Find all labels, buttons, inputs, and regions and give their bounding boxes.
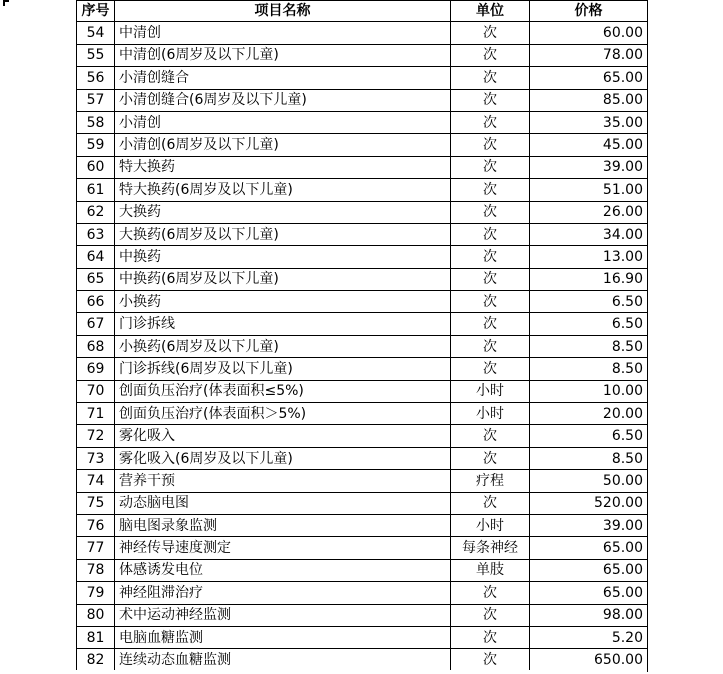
table-row: [77, 447, 648, 469]
table-body: [77, 22, 648, 671]
row-unit-cell: 次: [451, 335, 530, 357]
row-name-cell: 雾化吸入: [115, 425, 451, 447]
row-index-cell: 64: [77, 246, 115, 268]
row-name-cell: 动态脑电图: [115, 492, 451, 514]
row-index-cell: 70: [77, 380, 115, 402]
table-row: [77, 179, 648, 201]
row-unit-cell: 次: [451, 268, 530, 290]
row-unit-cell: 次: [451, 111, 530, 133]
row-unit-cell: 次: [451, 44, 530, 66]
row-name-cell: 创面负压治疗(体表面积＞5%): [115, 403, 451, 425]
table-row: [77, 246, 648, 268]
row-price-cell: 65.00: [530, 67, 648, 89]
row-price-cell: 520.00: [530, 492, 648, 514]
row-name-cell: 营养干预: [115, 470, 451, 492]
row-index-cell: 79: [77, 582, 115, 604]
row-price-cell: 8.50: [530, 358, 648, 380]
row-unit-cell: 次: [451, 313, 530, 335]
table-row: [77, 492, 648, 514]
header-unit: 单位: [451, 1, 530, 22]
row-index-cell: 56: [77, 67, 115, 89]
row-index-cell: 82: [77, 649, 115, 671]
table-row: [77, 514, 648, 536]
row-index-cell: 72: [77, 425, 115, 447]
row-name-cell: 小换药: [115, 291, 451, 313]
row-price-cell: 10.00: [530, 380, 648, 402]
row-index-cell: 60: [77, 156, 115, 178]
header-name: 项目名称: [115, 1, 451, 22]
table-row: [77, 313, 648, 335]
row-name-cell: 创面负压治疗(体表面积≤5%): [115, 380, 451, 402]
cell-corner-marker: [3, 0, 9, 6]
row-unit-cell: 次: [451, 425, 530, 447]
row-price-cell: 65.00: [530, 537, 648, 559]
row-price-cell: 85.00: [530, 89, 648, 111]
row-unit-cell: 次: [451, 447, 530, 469]
row-name-cell: 小清创: [115, 111, 451, 133]
table-row: [77, 22, 648, 44]
row-index-cell: 67: [77, 313, 115, 335]
row-name-cell: 中换药: [115, 246, 451, 268]
row-name-cell: 脑电图录象监测: [115, 514, 451, 536]
row-unit-cell: 小时: [451, 514, 530, 536]
row-unit-cell: 次: [451, 201, 530, 223]
row-index-cell: 57: [77, 89, 115, 111]
row-unit-cell: 次: [451, 649, 530, 671]
row-unit-cell: 次: [451, 89, 530, 111]
header-row: [77, 1, 648, 22]
row-name-cell: 小清创缝合(6周岁及以下儿童): [115, 89, 451, 111]
row-unit-cell: 次: [451, 246, 530, 268]
row-price-cell: 650.00: [530, 649, 648, 671]
header-index: 序号: [77, 1, 115, 22]
row-index-cell: 62: [77, 201, 115, 223]
row-unit-cell: 小时: [451, 380, 530, 402]
row-index-cell: 68: [77, 335, 115, 357]
row-name-cell: 大换药: [115, 201, 451, 223]
table-row: [77, 604, 648, 626]
table-row: [77, 626, 648, 648]
row-price-cell: 60.00: [530, 22, 648, 44]
table-row: [77, 537, 648, 559]
row-index-cell: 76: [77, 514, 115, 536]
row-unit-cell: 次: [451, 358, 530, 380]
row-unit-cell: 次: [451, 291, 530, 313]
row-name-cell: 术中运动神经监测: [115, 604, 451, 626]
table-row: [77, 403, 648, 425]
table-row: [77, 380, 648, 402]
row-name-cell: 中清创(6周岁及以下儿童): [115, 44, 451, 66]
table-row: [77, 223, 648, 245]
row-index-cell: 61: [77, 179, 115, 201]
header-price: 价格: [530, 1, 648, 22]
row-unit-cell: 次: [451, 22, 530, 44]
row-index-cell: 58: [77, 111, 115, 133]
row-index-cell: 59: [77, 134, 115, 156]
table-row: [77, 67, 648, 89]
row-name-cell: 雾化吸入(6周岁及以下儿童): [115, 447, 451, 469]
table-row: [77, 89, 648, 111]
table-row: [77, 134, 648, 156]
row-index-cell: 77: [77, 537, 115, 559]
row-price-cell: 50.00: [530, 470, 648, 492]
row-index-cell: 75: [77, 492, 115, 514]
row-price-cell: 20.00: [530, 403, 648, 425]
table-row: [77, 470, 648, 492]
row-price-cell: 39.00: [530, 514, 648, 536]
row-unit-cell: 次: [451, 156, 530, 178]
row-price-cell: 98.00: [530, 604, 648, 626]
row-index-cell: 69: [77, 358, 115, 380]
row-price-cell: 8.50: [530, 447, 648, 469]
table-row: [77, 425, 648, 447]
row-index-cell: 80: [77, 604, 115, 626]
row-name-cell: 连续动态血糖监测: [115, 649, 451, 671]
row-price-cell: 78.00: [530, 44, 648, 66]
row-name-cell: 电脑血糖监测: [115, 626, 451, 648]
row-index-cell: 78: [77, 559, 115, 581]
row-unit-cell: 次: [451, 492, 530, 514]
row-price-cell: 65.00: [530, 582, 648, 604]
row-price-cell: 65.00: [530, 559, 648, 581]
bottom-edge: [76, 670, 647, 674]
row-name-cell: 大换药(6周岁及以下儿童): [115, 223, 451, 245]
table-row: [77, 268, 648, 290]
row-name-cell: 小换药(6周岁及以下儿童): [115, 335, 451, 357]
row-price-cell: 6.50: [530, 425, 648, 447]
row-name-cell: 门诊拆线: [115, 313, 451, 335]
row-unit-cell: 次: [451, 626, 530, 648]
table-row: [77, 358, 648, 380]
row-price-cell: 16.90: [530, 268, 648, 290]
row-index-cell: 81: [77, 626, 115, 648]
row-index-cell: 71: [77, 403, 115, 425]
row-unit-cell: 次: [451, 604, 530, 626]
row-unit-cell: 次: [451, 67, 530, 89]
row-price-cell: 5.20: [530, 626, 648, 648]
row-name-cell: 神经传导速度测定: [115, 537, 451, 559]
row-price-cell: 51.00: [530, 179, 648, 201]
table-row: [77, 559, 648, 581]
row-name-cell: 特大换药(6周岁及以下儿童): [115, 179, 451, 201]
row-price-cell: 39.00: [530, 156, 648, 178]
table-row: [77, 291, 648, 313]
row-price-cell: 45.00: [530, 134, 648, 156]
row-name-cell: 体感诱发电位: [115, 559, 451, 581]
table-row: [77, 582, 648, 604]
table-row: [77, 44, 648, 66]
row-name-cell: 神经阻滞治疗: [115, 582, 451, 604]
row-index-cell: 66: [77, 291, 115, 313]
row-price-cell: 13.00: [530, 246, 648, 268]
table-row: [77, 201, 648, 223]
row-price-cell: 6.50: [530, 291, 648, 313]
row-unit-cell: 次: [451, 582, 530, 604]
table-row: [77, 335, 648, 357]
row-unit-cell: 次: [451, 134, 530, 156]
row-name-cell: 门诊拆线(6周岁及以下儿童): [115, 358, 451, 380]
row-unit-cell: 每条神经: [451, 537, 530, 559]
row-index-cell: 65: [77, 268, 115, 290]
row-index-cell: 55: [77, 44, 115, 66]
price-table: [76, 0, 648, 672]
row-unit-cell: 次: [451, 179, 530, 201]
row-unit-cell: 单肢: [451, 559, 530, 581]
table-row: [77, 111, 648, 133]
row-index-cell: 73: [77, 447, 115, 469]
row-price-cell: 6.50: [530, 313, 648, 335]
row-index-cell: 74: [77, 470, 115, 492]
row-name-cell: 中清创: [115, 22, 451, 44]
row-price-cell: 8.50: [530, 335, 648, 357]
row-unit-cell: 次: [451, 223, 530, 245]
row-name-cell: 小清创(6周岁及以下儿童): [115, 134, 451, 156]
row-index-cell: 54: [77, 22, 115, 44]
table-row: [77, 649, 648, 671]
row-price-cell: 26.00: [530, 201, 648, 223]
row-name-cell: 中换药(6周岁及以下儿童): [115, 268, 451, 290]
row-price-cell: 34.00: [530, 223, 648, 245]
table-row: [77, 156, 648, 178]
row-name-cell: 小清创缝合: [115, 67, 451, 89]
row-name-cell: 特大换药: [115, 156, 451, 178]
row-price-cell: 35.00: [530, 111, 648, 133]
row-unit-cell: 小时: [451, 403, 530, 425]
row-index-cell: 63: [77, 223, 115, 245]
row-unit-cell: 疗程: [451, 470, 530, 492]
